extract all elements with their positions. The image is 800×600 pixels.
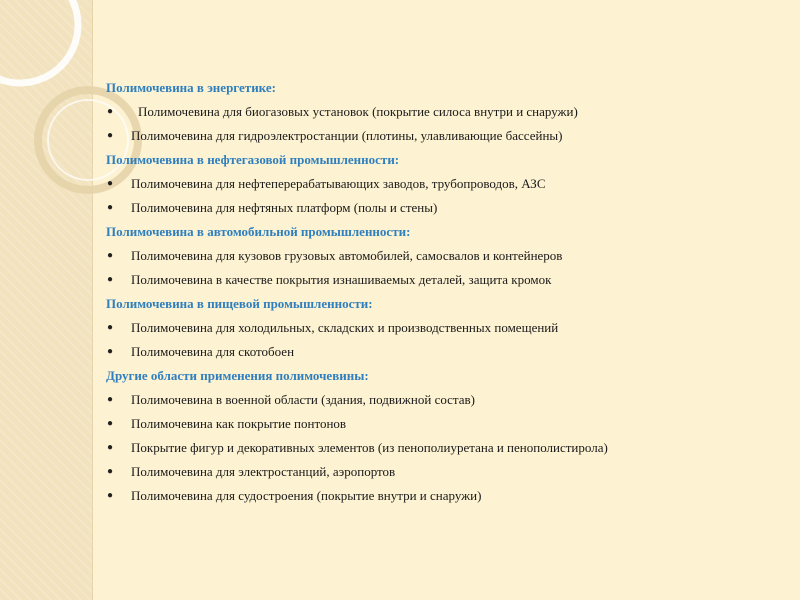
list-item-text: Полимочевина для нефтеперерабатывающих заводов, трубопроводов, АЗС — [131, 176, 546, 191]
list-item-text: Полимочевина как покрытие понтонов — [131, 416, 347, 431]
list-item — [106, 316, 786, 340]
bullet-icon: ● — [107, 106, 114, 117]
list-item — [106, 196, 786, 220]
bullet-icon: ● — [107, 178, 114, 189]
list-item — [106, 268, 786, 292]
list-item — [106, 484, 786, 508]
bullet-icon: ● — [107, 442, 114, 453]
bullet-icon: ● — [107, 394, 114, 405]
section-heading-automotive: Полимочевина в автомобильной промышленности: — [106, 224, 411, 239]
list-item-text: Покрытие фигур и декоративных элементов (из пенополиуретана и пенополистирола) — [131, 440, 608, 455]
list-item-text: Полимочевина для гидроэлектростанции (плотины, улавливающие бассейны) — [131, 128, 563, 143]
section-heading-food: Полимочевина в пищевой промышленности: — [106, 296, 373, 311]
list-item — [106, 124, 786, 148]
list-item — [106, 436, 786, 460]
bullet-icon: ● — [107, 202, 114, 213]
decor-ring-top — [0, 0, 78, 83]
bullet-icon: ● — [107, 418, 114, 429]
list-item-text: Полимочевина для кузовов грузовых автомобилей, самосвалов и контейнеров — [131, 248, 563, 263]
bullet-icon: ● — [107, 130, 114, 141]
section-heading-oil-gas: Полимочевина в нефтегазовой промышленности: — [106, 152, 400, 167]
list-item — [106, 412, 786, 436]
slide-content — [106, 76, 786, 508]
bullet-icon: ● — [107, 490, 114, 501]
list-item — [106, 100, 786, 124]
section-heading-energy: Полимочевина в энергетике: — [106, 80, 276, 95]
list-item — [106, 340, 786, 364]
bullet-icon: ● — [107, 466, 114, 477]
list-item-text: Полимочевина для электростанций, аэропортов — [131, 464, 396, 479]
list-item-text: Полимочевина для нефтяных платформ (полы и стены) — [131, 200, 438, 215]
section-heading-other: Другие области применения полимочевины: — [106, 368, 369, 383]
list-item-text: Полимочевина для холодильных, складских и производственных помещений — [131, 320, 559, 335]
bullet-icon: ● — [107, 250, 114, 261]
list-item-text: Полимочевина для биогазовых установок (покрытие силоса внутри и снаружи) — [138, 104, 578, 119]
list-item-text: Полимочевина для скотобоен — [131, 344, 295, 359]
list-item-text: Полимочевина в военной области (здания, подвижной состав) — [131, 392, 476, 407]
list-item-text: Полимочевина для судостроения (покрытие внутри и снаружи) — [131, 488, 482, 503]
list-item — [106, 388, 786, 412]
list-item-text: Полимочевина в качестве покрытия изнашиваемых деталей, защита кромок — [131, 272, 552, 287]
bullet-icon: ● — [107, 346, 114, 357]
list-item — [106, 460, 786, 484]
list-item — [106, 244, 786, 268]
bullet-icon: ● — [107, 274, 114, 285]
bullet-icon: ● — [107, 322, 114, 333]
list-item — [106, 172, 786, 196]
